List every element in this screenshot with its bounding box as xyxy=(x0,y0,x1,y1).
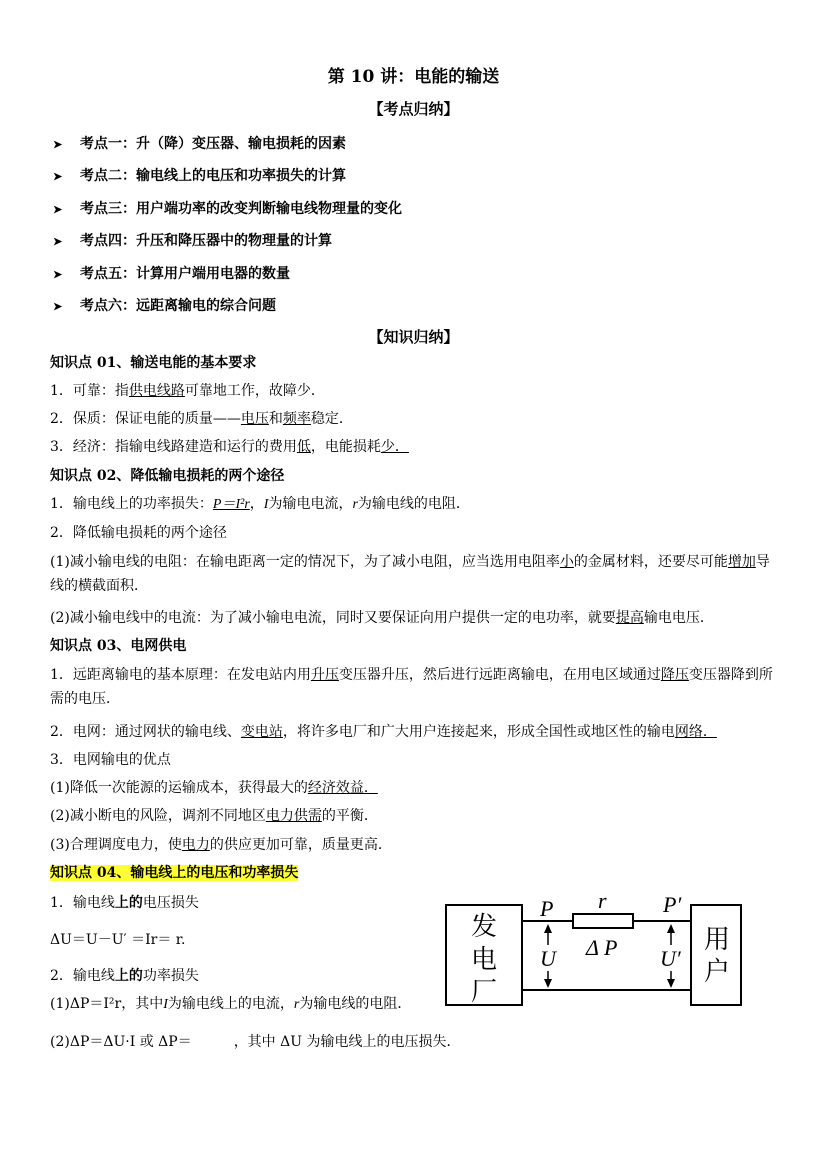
label-U: U xyxy=(540,946,556,971)
power-plant-char-1: 发 xyxy=(471,912,498,941)
exam-point-5: ➤ 考点五：计算用户端用电器的数量 xyxy=(53,266,290,282)
k3-line-1: 1．远距离输电的基本原理：在发电站内用升压变压器升压，然后进行远距离输电，在用电区域通过降压变压器降到所需的电压． xyxy=(50,667,773,707)
k1-line-2: 2．保质：保证电能的质量——电压和频率稳定． xyxy=(50,411,353,427)
exam-point-2: ➤ 考点二：输电线上的电压和功率损失的计算 xyxy=(53,168,346,184)
label-P-prime: P′ xyxy=(663,892,682,917)
page-title: 第 10 讲：电能的输送 xyxy=(327,67,500,87)
exam-point-1: ➤ 考点一：升（降）变压器、输电损耗的因素 xyxy=(53,136,346,152)
k4-formula-voltage: ΔU＝U－U′ ＝Ir＝ r. xyxy=(50,932,186,948)
power-plant-char-2: 电 xyxy=(471,945,498,974)
k3-line-6: (3)合理调度电力，使电力的供应更加可靠，质量更高． xyxy=(50,837,392,853)
k4-line-1: 1．输电线上的电压损失 xyxy=(50,895,199,911)
user-box xyxy=(691,905,741,1005)
label-r: r xyxy=(598,890,607,913)
label-delta-P: Δ P xyxy=(586,935,618,960)
k2-heading: 知识点 02、降低输电损耗的两个途径 xyxy=(50,468,285,484)
k2-line-4: (2)减小输电线中的电流：为了减小输电电流，同时又要保证向用户提供一定的电功率，就要提高输电电压． xyxy=(50,610,714,626)
arrow-bullet-icon: ➤ xyxy=(53,300,63,313)
arrow-bullet-icon: ➤ xyxy=(53,203,63,216)
k2-line-2: 2．降低输电损耗的两个途径 xyxy=(50,525,227,541)
arrow-down-icon xyxy=(544,979,552,988)
k2-line-3: (1)减小输电线的电阻：在输电距离一定的情况下，为了减小电阻，应当选用电阻率小的金属材料，还要尽可能增加导线的横截面积． xyxy=(50,554,770,594)
arrow-bullet-icon: ➤ xyxy=(53,235,63,248)
k4-line-5: (2)ΔP＝ΔU·I 或 ΔP＝ ，其中 ΔU 为输电线上的电压损失． xyxy=(50,1034,461,1050)
arrow-down-icon xyxy=(667,979,675,988)
arrow-bullet-icon: ➤ xyxy=(53,268,63,281)
exam-point-6: ➤ 考点六：远距离输电的综合问题 xyxy=(53,298,276,314)
arrow-up-icon xyxy=(544,924,552,933)
arrow-up-icon xyxy=(667,924,675,933)
k3-line-5: (2)减小断电的风险，调剂不同地区电力供需的平衡． xyxy=(50,808,378,824)
arrow-bullet-icon: ➤ xyxy=(53,170,63,183)
k1-heading: 知识点 01、输送电能的基本要求 xyxy=(50,355,257,371)
label-P: P xyxy=(540,896,554,921)
section-exam-points: 【考点归纳】 xyxy=(368,100,459,118)
resistor xyxy=(573,914,633,928)
k1-line-3: 3．经济：指输电线路建造和运行的费用低，电能损耗少． xyxy=(50,439,409,455)
k3-line-3: 3．电网输电的优点 xyxy=(50,752,171,768)
user-char-2: 户 xyxy=(704,957,731,986)
transmission-diagram xyxy=(445,890,745,1010)
label-U-prime: U′ xyxy=(660,946,681,971)
k3-line-2: 2．电网：通过网状的输电线、变电站，将许多电厂和广大用户连接起来，形成全国性或地区性的输电网络． xyxy=(50,724,717,740)
arrow-bullet-icon: ➤ xyxy=(53,138,63,151)
k2-line-1: 1．输电线上的功率损失：P＝I²r，I为输电电流，r为输电线的电阻． xyxy=(50,496,470,512)
exam-point-4: ➤ 考点四：升压和降压器中的物理量的计算 xyxy=(53,233,332,249)
k4-heading: 知识点 04、输电线上的电压和功率损失 xyxy=(50,865,299,881)
k1-line-1: 1．可靠：指供电线路可靠地工作，故障少． xyxy=(50,383,325,399)
section-knowledge: 【知识归纳】 xyxy=(368,328,459,346)
k4-line-4: (1)ΔP＝I²r，其中I为输电线上的电流，r为输电线的电阻． xyxy=(50,996,412,1012)
k3-line-4: (1)降低一次能源的运输成本，获得最大的经济效益． xyxy=(50,780,378,796)
user-char-1: 用 xyxy=(704,925,731,954)
exam-point-3: ➤ 考点三：用户端功率的改变判断输电线物理量的变化 xyxy=(53,201,402,217)
power-plant-char-3: 厂 xyxy=(471,977,498,1006)
k4-line-3: 2．输电线上的功率损失 xyxy=(50,968,199,984)
k3-heading: 知识点 03、电网供电 xyxy=(50,638,187,654)
